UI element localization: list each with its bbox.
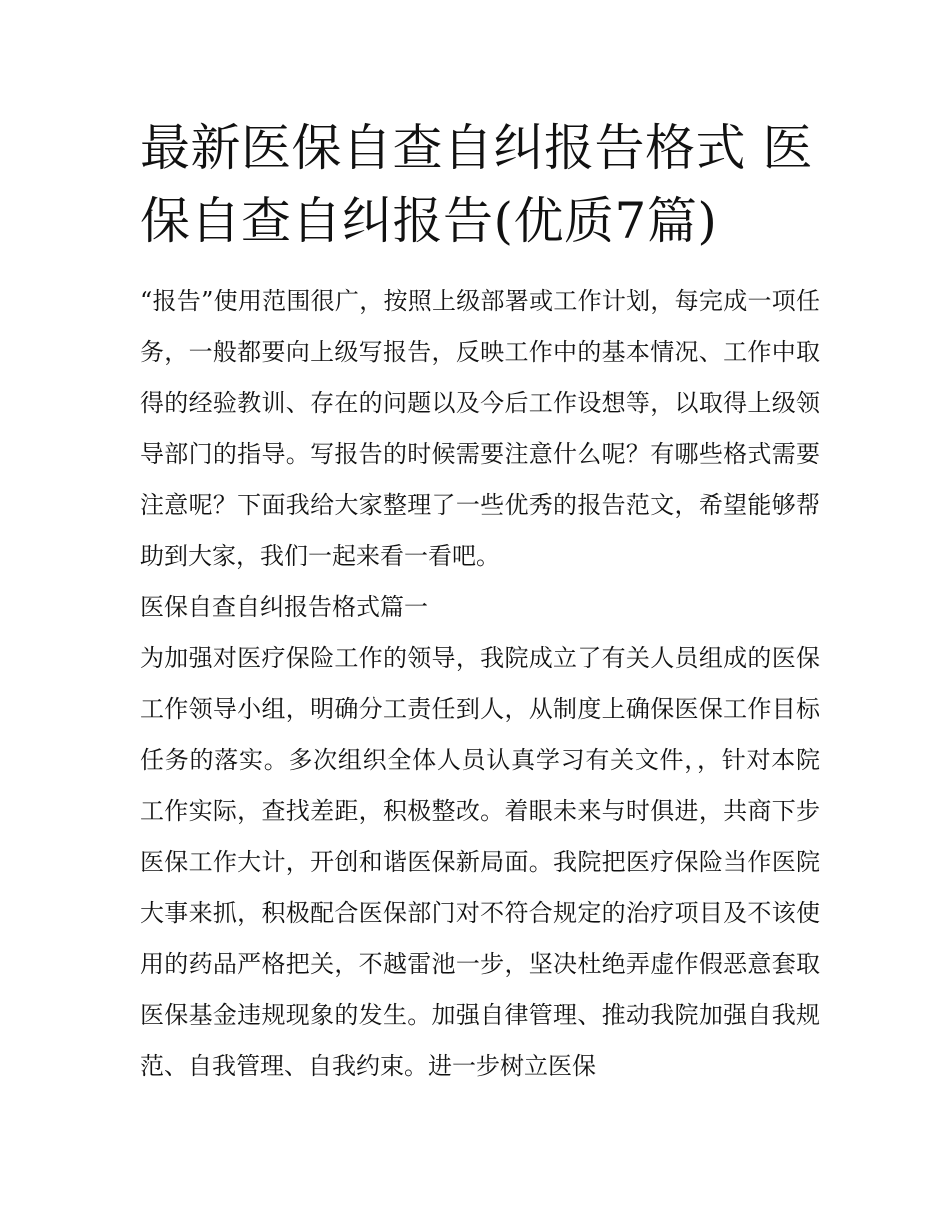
section-heading: 医保自查自纠报告格式篇一 [140, 593, 428, 621]
intro-paragraph: “报告”使用范围很广，按照上级部署或工作计划，每完成一项任务，一般都要向上级写报告，反映工作中的基本情况、工作中取得的经验教训、存在的问题以及今后工作设想等，以取得上级领导部门的指导。写报告的时候需要注意什么呢？有哪些格式需要注意呢？下面我给大家整理了一些优秀的报告范文，希望能够帮助到大家，我们一起来看一看吧。 [140, 287, 820, 570]
section-paragraph: 为加强对医疗保险工作的领导，我院成立了有关人员组成的医保工作领导小组，明确分工责任到人，从制度上确保医保工作目标任务的落实。多次组织全体人员认真学习有关文件，，针对本院工作实际，查找差距，积极整改。着眼未来与时俱进，共商下步医保工作大计，开创和谐医保新局面。我院把医疗保险当作医院大事来抓，积极配合医保部门对不符合规定的治疗项目及不该使用的药品严格把关，不越雷池一步，坚决杜绝弄虚作假恶意套取医保基金违规现象的发生。加强自律管理、推动我院加强自我规范、自我管理、自我约束。进一步树立医保 [140, 644, 820, 1080]
document-title: 最新医保自查自纠报告格式 医保自查自纠报告(优质7篇) [140, 119, 813, 250]
document-content [140, 276, 820, 1092]
